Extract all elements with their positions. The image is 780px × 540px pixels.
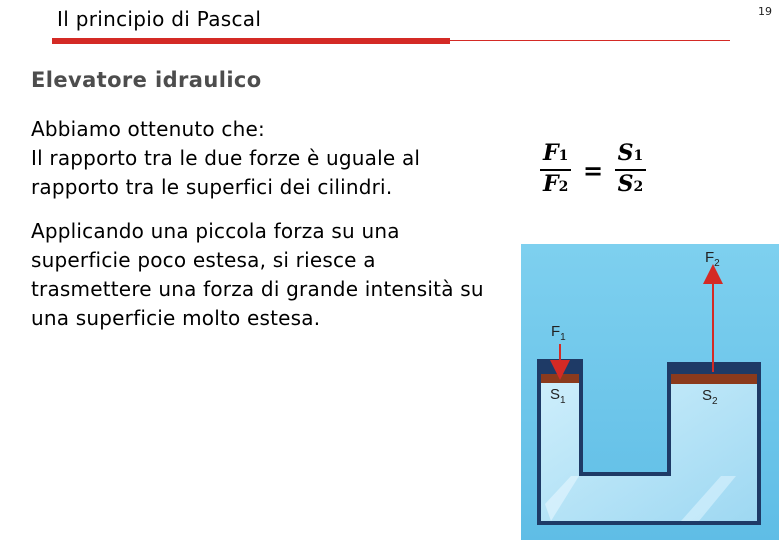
page-number: 19 bbox=[758, 5, 772, 18]
formula-equals: = bbox=[582, 155, 604, 185]
formula-s2: S2 bbox=[617, 171, 644, 197]
label-s1: $S_1$ bbox=[550, 386, 566, 406]
paragraph-ratio bbox=[31, 115, 511, 202]
pascal-formula bbox=[540, 140, 646, 200]
piston-small bbox=[541, 374, 579, 383]
surface-ratio bbox=[615, 140, 647, 200]
paragraph-application: Applicando una piccola forza su una superficie poco estesa, si riesce a trasmettere una forza di grande intensità su una superficie molto estesa. bbox=[31, 219, 484, 330]
label-s2: $S_2$ bbox=[702, 387, 718, 407]
slide-title: Il principio di Pascal bbox=[57, 7, 262, 31]
paragraph-ratio-line1: Abbiamo ottenuto che: bbox=[31, 117, 265, 141]
piston-large bbox=[671, 374, 757, 384]
title-underline-red bbox=[52, 38, 450, 44]
section-heading: Elevatore idraulico bbox=[31, 68, 262, 92]
title-underline-thin bbox=[450, 40, 730, 41]
label-f2: $F_2$ bbox=[705, 249, 720, 269]
paragraph-ratio-line2: Il rapporto tra le due forze è uguale al rapporto tra le superfici dei cilindri. bbox=[31, 146, 421, 199]
formula-s1: S1 bbox=[615, 140, 647, 171]
force-ratio bbox=[540, 140, 571, 200]
formula-f1: F1 bbox=[540, 140, 571, 171]
formula-f2: F2 bbox=[543, 171, 569, 197]
label-f1: $F_1$ bbox=[551, 323, 566, 343]
hydraulic-press-diagram bbox=[521, 244, 779, 540]
